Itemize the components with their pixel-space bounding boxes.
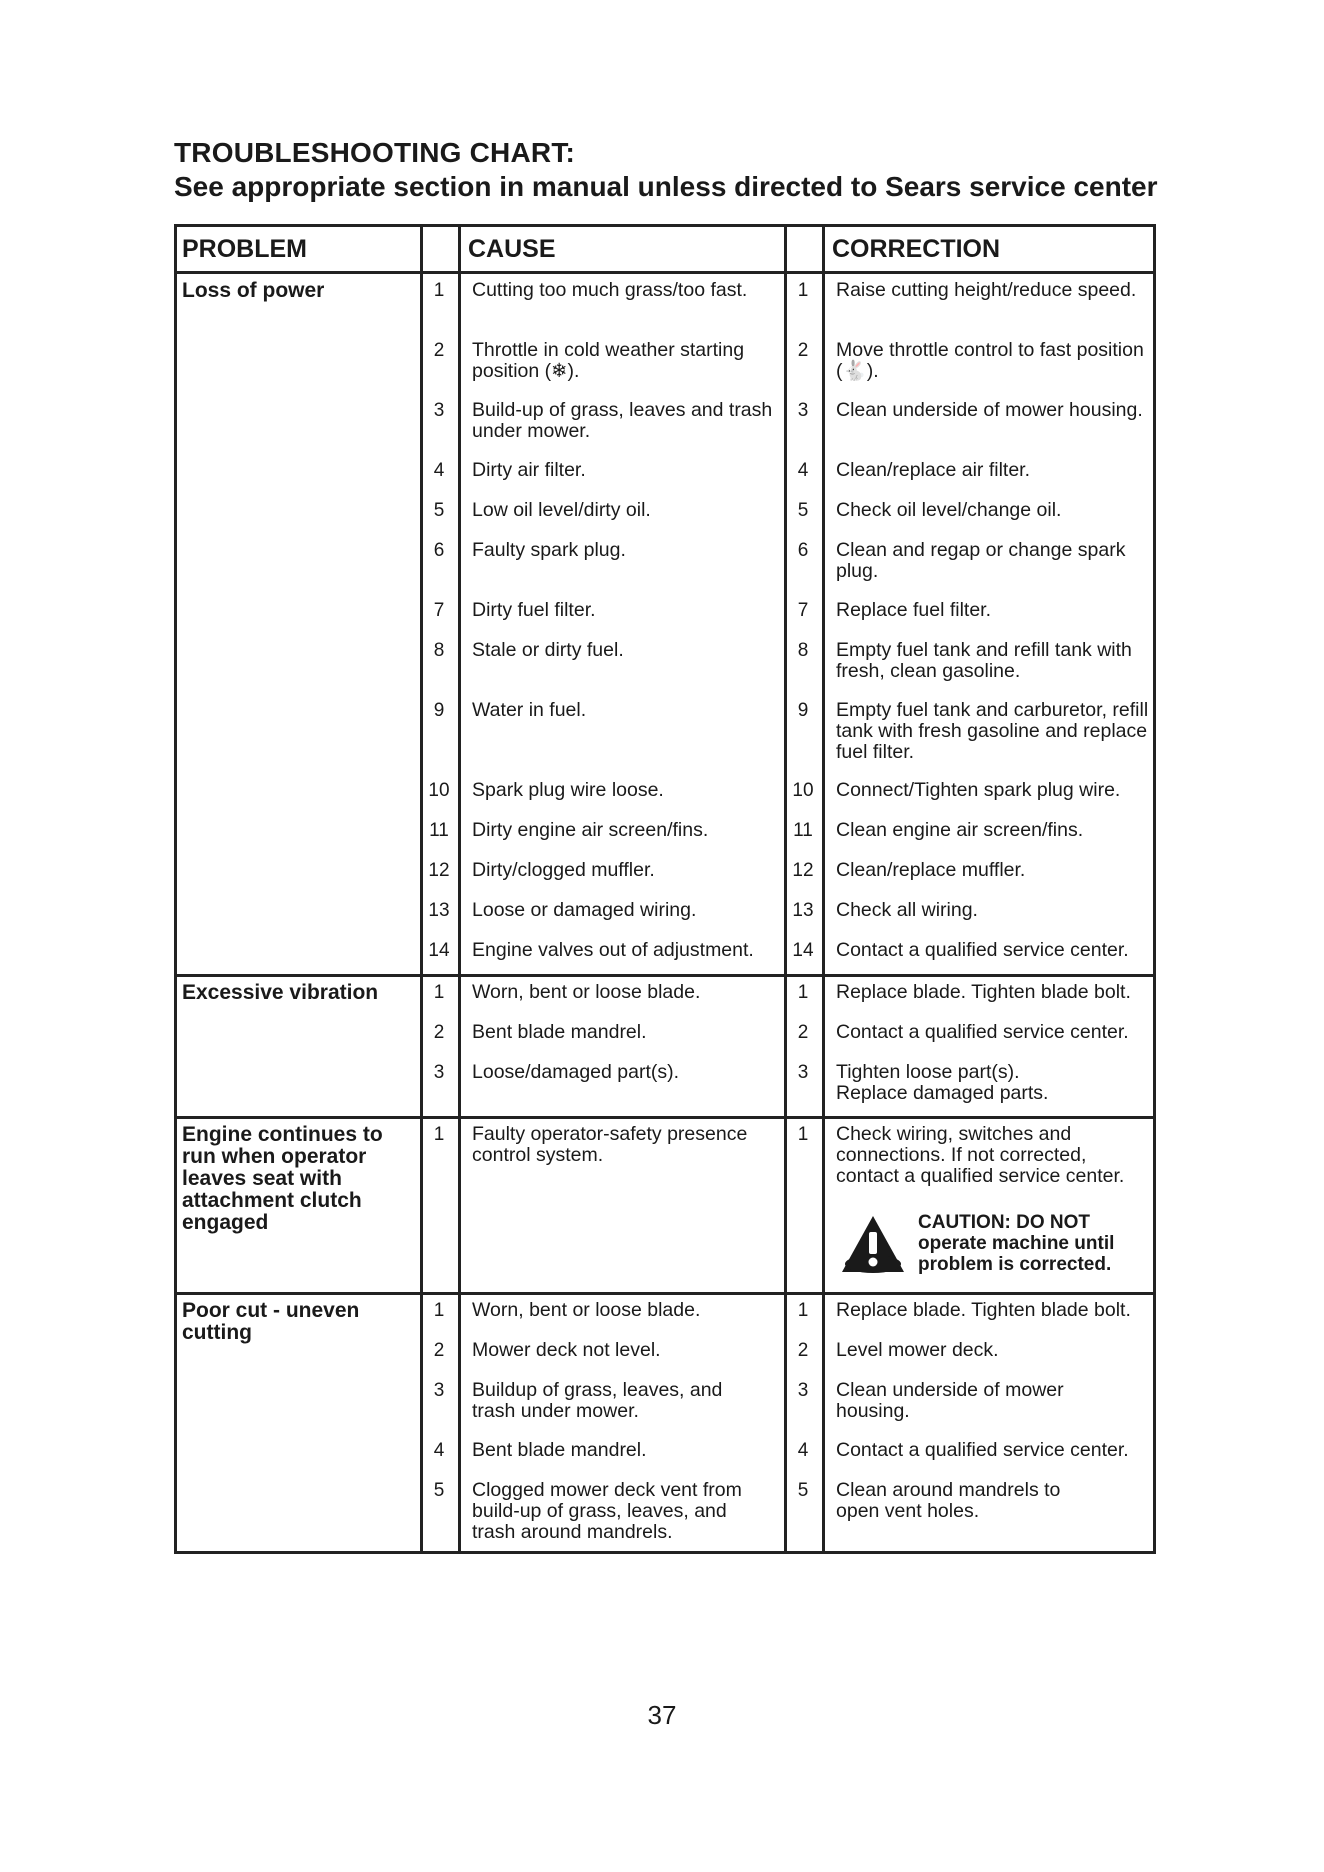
cause-text: Build-up of grass, leaves and trash under mower.	[472, 399, 773, 442]
caution-notice	[840, 1212, 1140, 1276]
correction-number: 8	[797, 640, 809, 661]
cause-number: 3	[433, 1062, 445, 1083]
cause-number: 12	[428, 860, 450, 881]
correction-number: 11	[793, 820, 813, 841]
cause-text: Loose or damaged wiring.	[472, 899, 697, 921]
cause-number: 5	[433, 1480, 445, 1501]
column-header-correction: CORRECTION	[832, 235, 1001, 263]
cause-text: Spark plug wire loose.	[472, 779, 664, 801]
cause-text: Dirty/clogged muffler.	[472, 859, 655, 881]
column-divider	[420, 224, 423, 1554]
cause-number: 14	[428, 940, 450, 961]
cause-text: Worn, bent or loose blade.	[472, 1299, 701, 1321]
correction-number: 4	[797, 1440, 809, 1461]
correction-text: Raise cutting height/reduce speed.	[836, 279, 1137, 301]
correction-text: Contact a qualified service center.	[836, 1021, 1129, 1043]
correction-text: Move throttle control to fast position (🐇).	[836, 339, 1144, 382]
cause-number: 8	[433, 640, 445, 661]
correction-text: Replace fuel filter.	[836, 599, 992, 621]
troubleshooting-table	[174, 224, 1156, 1554]
column-divider	[822, 224, 825, 1554]
warning-triangle-icon	[840, 1214, 906, 1276]
correction-number: 3	[797, 1380, 809, 1401]
correction-text: Empty fuel tank and refill tank with fresh, clean gasoline.	[836, 639, 1132, 682]
cause-number: 13	[428, 900, 450, 921]
cause-number: 4	[433, 1440, 445, 1461]
correction-text: Tighten loose part(s). Replace damaged parts.	[836, 1061, 1049, 1104]
correction-number: 3	[797, 1062, 809, 1083]
correction-number: 1	[797, 1124, 809, 1145]
correction-text: Level mower deck.	[836, 1339, 999, 1361]
cause-number: 6	[433, 540, 445, 561]
cause-text: Faulty spark plug.	[472, 539, 626, 561]
correction-text: Clean underside of mower housing.	[836, 1379, 1064, 1422]
cause-text: Worn, bent or loose blade.	[472, 981, 701, 1003]
cause-number: 10	[428, 780, 450, 801]
correction-text: Connect/Tighten spark plug wire.	[836, 779, 1121, 801]
cause-text: Water in fuel.	[472, 699, 587, 721]
column-divider	[458, 224, 461, 1554]
column-divider	[784, 224, 787, 1554]
correction-text: Contact a qualified service center.	[836, 1439, 1129, 1461]
cause-number: 1	[433, 280, 445, 301]
cause-text: Clogged mower deck vent from build-up of grass, leaves, and trash around mandrels.	[472, 1479, 742, 1543]
cause-text: Buildup of grass, leaves, and trash under mower.	[472, 1379, 723, 1422]
cause-number: 4	[433, 460, 445, 481]
section-divider	[174, 1292, 1156, 1295]
problem-label: Loss of power	[182, 279, 325, 302]
cause-text: Mower deck not level.	[472, 1339, 661, 1361]
page-title: TROUBLESHOOTING CHART:	[174, 137, 576, 168]
cause-text: Dirty engine air screen/fins.	[472, 819, 709, 841]
column-header-problem: PROBLEM	[182, 235, 307, 263]
table-border-bottom	[174, 1551, 1156, 1554]
cause-number: 5	[433, 500, 445, 521]
table-border-top	[174, 224, 1156, 227]
problem-label: Engine continues to run when operator leaves seat with attachment clutch engaged	[182, 1123, 383, 1234]
correction-number: 3	[797, 400, 809, 421]
correction-number: 10	[792, 780, 814, 801]
cause-text: Engine valves out of adjustment.	[472, 939, 754, 961]
problem-label: Poor cut - uneven cutting	[182, 1299, 360, 1344]
correction-number: 9	[797, 700, 809, 721]
caution-text: CAUTION: DO NOT operate machine until problem is corrected.	[918, 1212, 1115, 1275]
correction-number: 6	[797, 540, 809, 561]
cause-number: 2	[433, 340, 445, 361]
correction-text: Replace blade. Tighten blade bolt.	[836, 981, 1131, 1003]
cause-text: Dirty air filter.	[472, 459, 586, 481]
cause-text: Low oil level/dirty oil.	[472, 499, 651, 521]
cause-number: 1	[433, 1124, 445, 1145]
cause-text: Dirty fuel filter.	[472, 599, 596, 621]
cause-text: Throttle in cold weather starting position (❄).	[472, 339, 745, 382]
correction-number: 4	[797, 460, 809, 481]
page-number: 37	[647, 1700, 677, 1730]
correction-text: Clean underside of mower housing.	[836, 399, 1143, 421]
page-subtitle: See appropriate section in manual unless directed to Sears service center	[174, 171, 1158, 202]
correction-text: Empty fuel tank and carburetor, refill tank with fresh gasoline and replace fuel filter.	[836, 699, 1149, 763]
cause-number: 11	[429, 820, 449, 841]
cause-text: Bent blade mandrel.	[472, 1439, 647, 1461]
cause-text: Faulty operator-safety presence control system.	[472, 1123, 748, 1166]
cause-number: 1	[433, 982, 445, 1003]
correction-number: 14	[792, 940, 814, 961]
correction-text: Contact a qualified service center.	[836, 939, 1129, 961]
cause-number: 3	[433, 1380, 445, 1401]
problem-label: Excessive vibration	[182, 981, 379, 1004]
correction-number: 7	[797, 600, 809, 621]
correction-text: Check all wiring.	[836, 899, 978, 921]
correction-number: 1	[797, 280, 809, 301]
cause-number: 7	[433, 600, 445, 621]
cause-text: Bent blade mandrel.	[472, 1021, 647, 1043]
correction-text: Clean engine air screen/fins.	[836, 819, 1084, 841]
cause-number: 3	[433, 400, 445, 421]
header-divider	[174, 271, 1156, 274]
correction-text: Clean/replace muffler.	[836, 859, 1026, 881]
correction-text: Check wiring, switches and connections. If not corrected, contact a qualified service center.	[836, 1123, 1125, 1187]
correction-number: 1	[797, 982, 809, 1003]
correction-number: 2	[797, 1022, 809, 1043]
correction-text: Clean/replace air filter.	[836, 459, 1031, 481]
correction-text: Replace blade. Tighten blade bolt.	[836, 1299, 1131, 1321]
correction-number: 2	[797, 340, 809, 361]
correction-number: 5	[797, 1480, 809, 1501]
cause-number: 1	[433, 1300, 445, 1321]
section-divider	[174, 974, 1156, 977]
correction-number: 13	[792, 900, 814, 921]
cause-number: 9	[433, 700, 445, 721]
correction-number: 5	[797, 500, 809, 521]
cause-text: Stale or dirty fuel.	[472, 639, 624, 661]
correction-text: Clean around mandrels to open vent holes.	[836, 1479, 1061, 1522]
cause-text: Cutting too much grass/too fast.	[472, 279, 748, 301]
cause-number: 2	[433, 1340, 445, 1361]
correction-number: 1	[797, 1300, 809, 1321]
column-header-cause: CAUSE	[468, 235, 556, 263]
correction-number: 12	[792, 860, 814, 881]
correction-text: Clean and regap or change spark plug.	[836, 539, 1126, 582]
section-divider	[174, 1116, 1156, 1119]
correction-number: 2	[797, 1340, 809, 1361]
cause-text: Loose/damaged part(s).	[472, 1061, 680, 1083]
cause-number: 2	[433, 1022, 445, 1043]
correction-text: Check oil level/change oil.	[836, 499, 1062, 521]
table-border-left	[174, 224, 177, 1554]
